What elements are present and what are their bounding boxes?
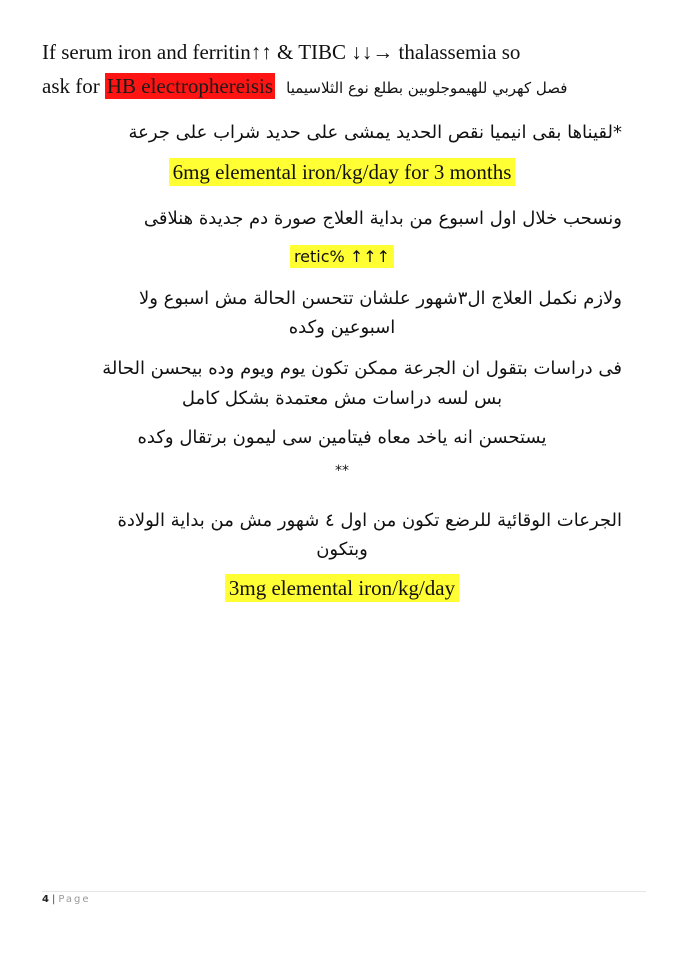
thalassemia-sentence: If serum iron and ferritin↑↑ & TIBC ↓↓→ thalassemia so xyxy=(42,40,521,64)
footer-rule xyxy=(42,891,646,892)
electrophoresis-arabic-note: فصل كهربي للهيموجلوبين بطلع نوع الثلاسيميا xyxy=(286,79,568,97)
page-label: Page xyxy=(58,894,91,905)
studies-paragraph-line2: بس لسه دراسات مش معتمدة بشكل كامل xyxy=(181,388,503,409)
dose-line-prophylaxis xyxy=(0,576,684,601)
studies-paragraph-line1: فى دراسات بتقول ان الجرعة ممكن تكون يوم ويوم وده بيحسن الحالة xyxy=(102,358,622,379)
treatment-dose-highlight: 6mg elemental iron/kg/day for 3 months xyxy=(169,158,516,186)
prophylaxis-paragraph-line2: وبتكون xyxy=(316,539,368,560)
duration-paragraph-line2: اسبوعين وكده xyxy=(288,317,396,338)
dose-line-treatment xyxy=(0,160,684,185)
text-line-electrophoresis xyxy=(42,74,567,99)
section-separator: ** xyxy=(335,463,349,479)
hb-electrophoresis-highlight: HB electrophereisis xyxy=(106,74,274,98)
iron-deficiency-paragraph: *لقيناها بقى انيميا نقص الحديد يمشى على حديد شراب على جرعة xyxy=(128,122,622,143)
vitamin-c-paragraph: يستحسن انه ياخد معاه فيتامين سى ليمون برتقال وكده xyxy=(137,427,547,448)
text-line-thalassemia xyxy=(42,40,520,65)
page-number: 4 xyxy=(42,894,49,905)
prophylaxis-paragraph-line1: الجرعات الوقائية للرضع تكون من اول ٤ شهور مش من بداية الولادة xyxy=(117,510,622,531)
page-footer xyxy=(42,894,91,905)
retic-line xyxy=(0,247,684,266)
ask-for-text: ask for xyxy=(42,74,100,98)
follow-up-paragraph: ونسحب خلال اول اسبوع من بداية العلاج صورة دم جديدة هنلاقى xyxy=(143,208,622,229)
duration-paragraph-line1: ولازم نكمل العلاج ال٣شهور علشان تتحسن الحالة مش اسبوع ولا xyxy=(138,288,622,309)
footer-separator: | xyxy=(51,894,56,905)
prophylaxis-dose-highlight: 3mg elemental iron/kg/day xyxy=(225,574,459,602)
retic-highlight: retic% ↑↑↑ xyxy=(290,245,394,268)
